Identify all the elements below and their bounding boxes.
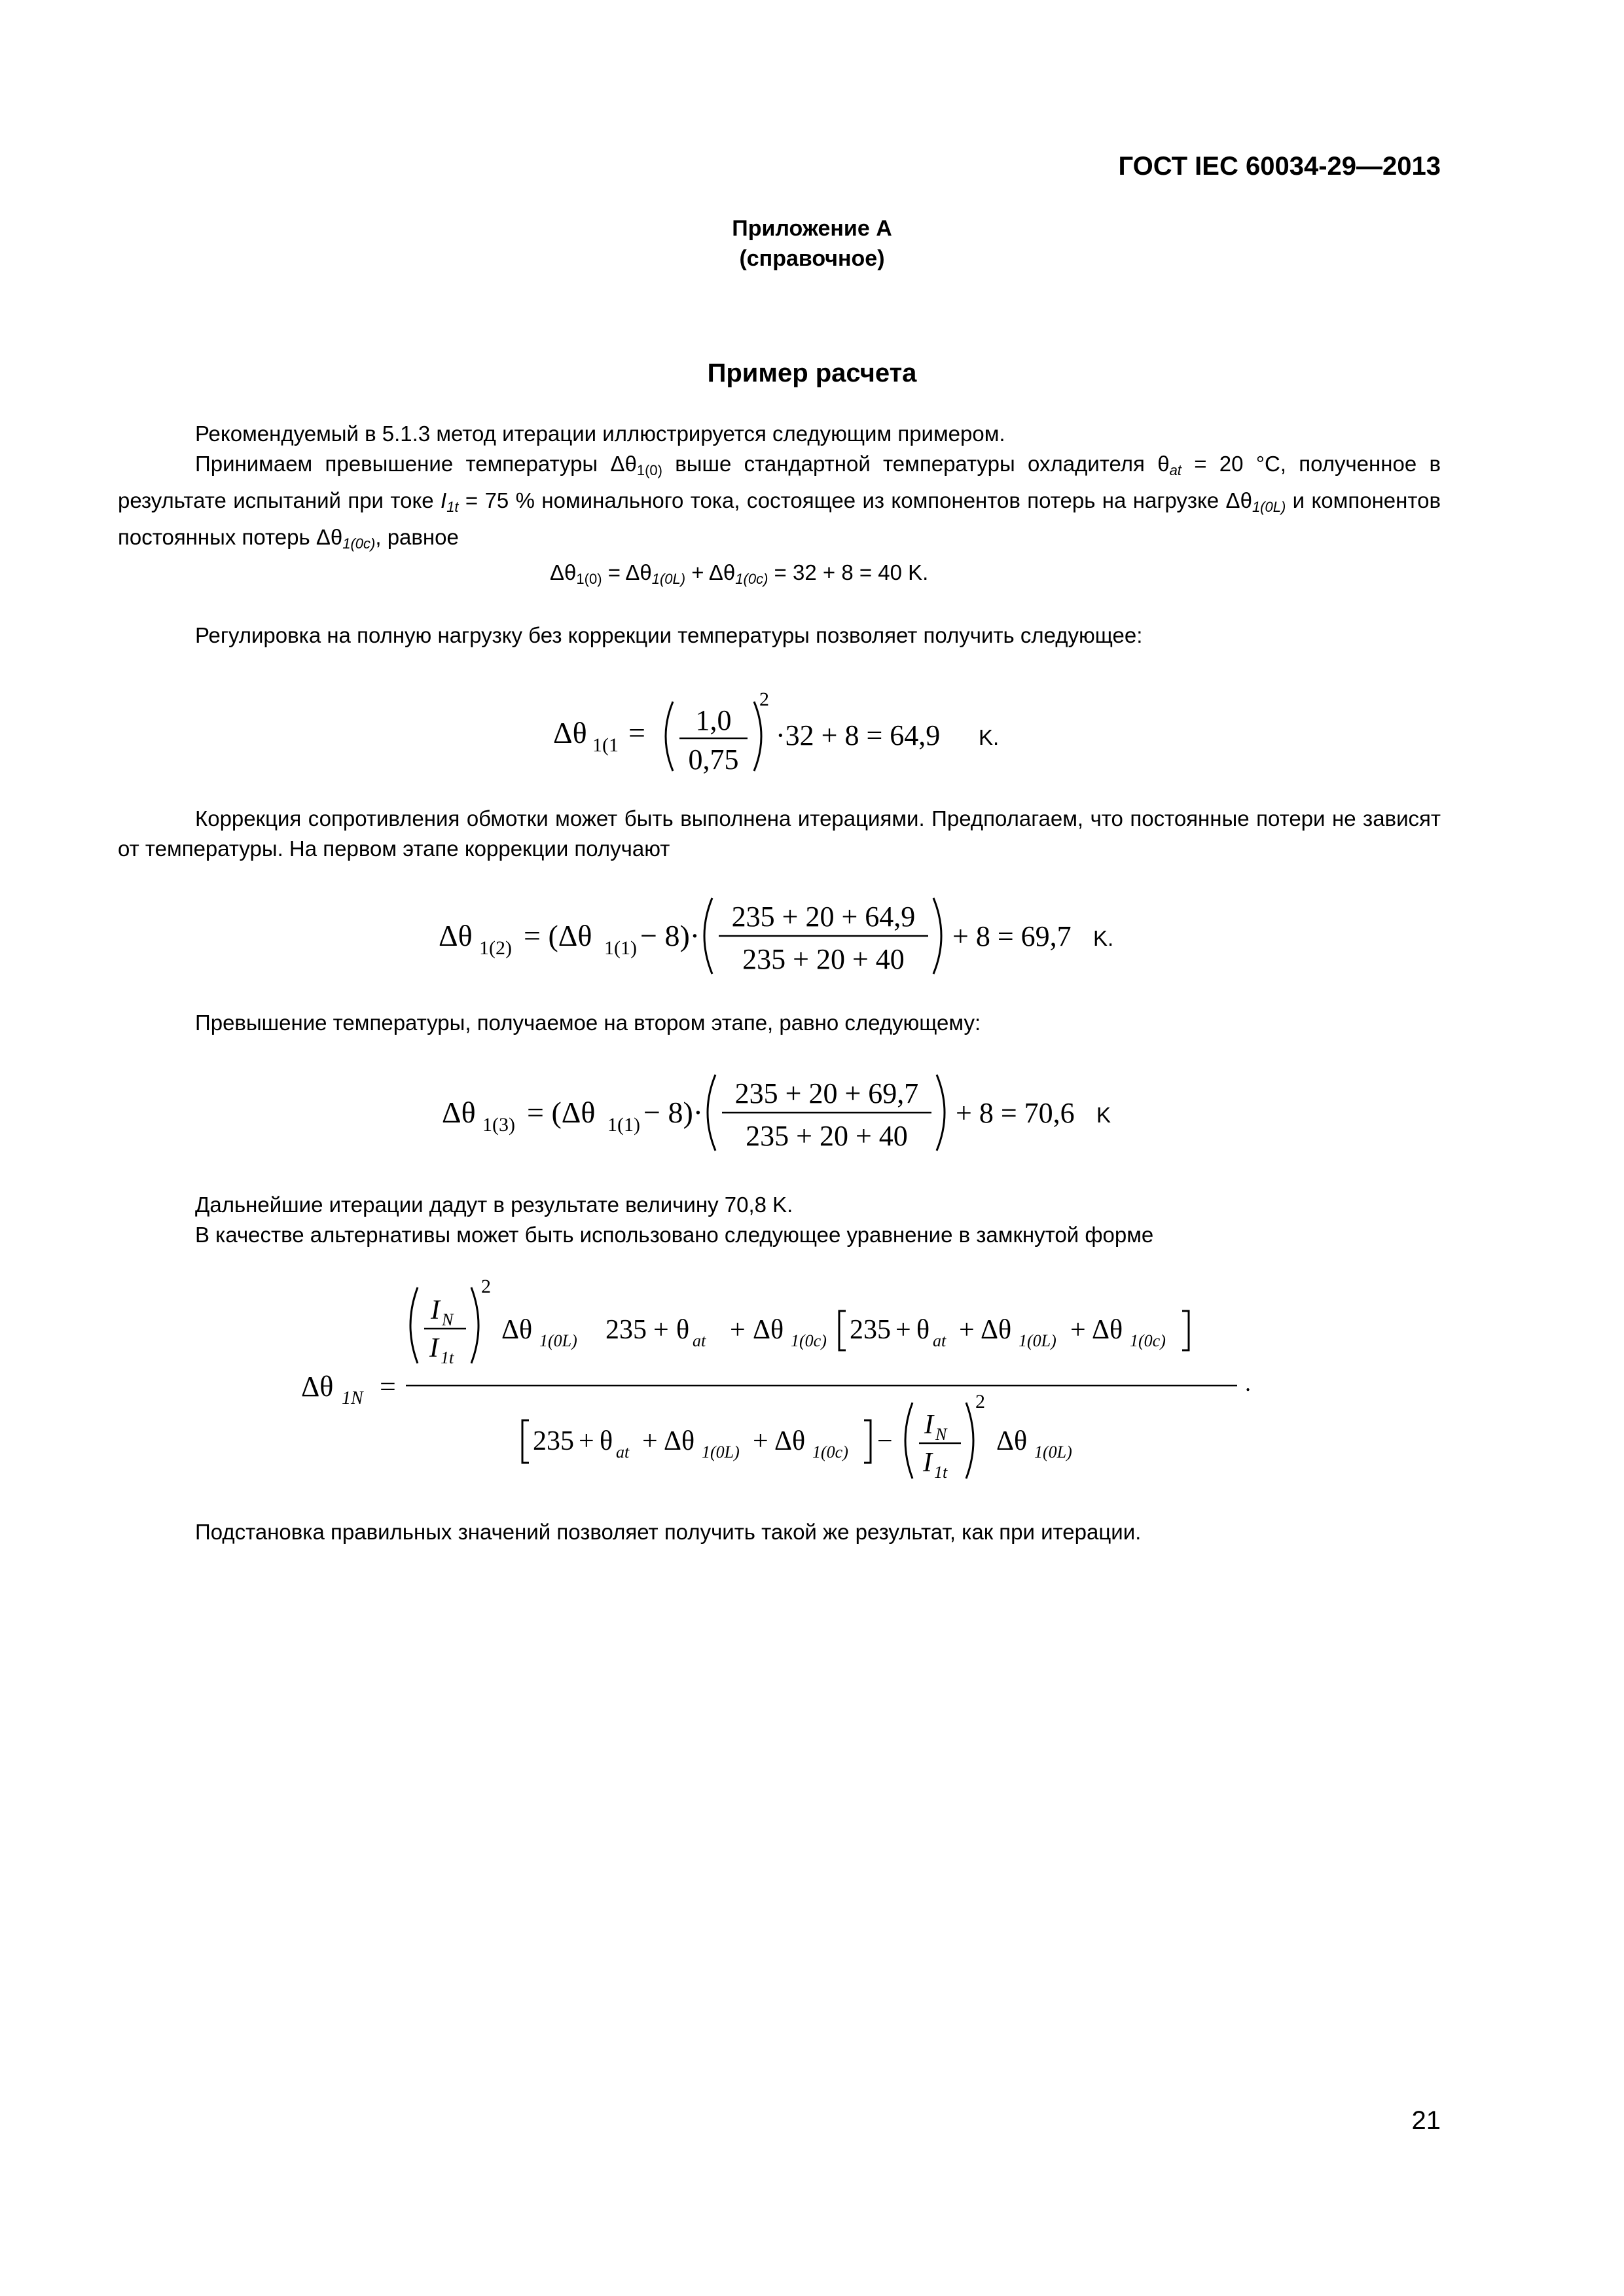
eq5-num-right-paren [471,1287,478,1363]
eq2-numerator: 1,0 [695,704,732,736]
eq3-mid-sub: 1(1) [604,937,637,959]
eq5-lhs: Δθ [301,1371,334,1403]
eq5-num-bracket-plus-1: + [895,1315,911,1345]
eq5-num-bracket-dtheta-0c: Δθ [1092,1315,1123,1345]
eq5-den-in: I [924,1410,933,1440]
eq5-num-bracket-plus-2: + [959,1315,975,1345]
eq5-den-dtheta-0c-sub: 1(0c) [812,1443,848,1462]
eq5-num-bracket-235: 235 [850,1315,891,1345]
paragraph-closed-form-intro: В качестве альтернативы может быть использовано следующее уравнение в замкнутой форме [195,1223,1154,1247]
eq5-num-bracket-dtheta-0c-sub: 1(0c) [1130,1331,1166,1350]
eq5-num-bracket-theta-sub: at [933,1331,947,1350]
eq5-den-minus: − [877,1426,893,1456]
eq2-rest: ·32 + 8 = 64,9 [776,719,941,751]
eq3-right-paren [933,898,941,974]
eq4-mid2: − 8)· [643,1096,704,1129]
eq2-equals: = [628,716,645,749]
eq2-unit: K. [979,725,1000,749]
eq2-denominator: 0,75 [688,744,739,776]
eq2-lhs: Δθ [553,716,587,749]
eq5-num-dtheta-0l: Δθ [501,1315,533,1345]
eq5-num-left-bracket [839,1311,846,1350]
eq2-right-paren [754,702,761,771]
eq4-denominator: 235 + 20 + 40 [746,1120,908,1152]
eq5-num-left-paren [410,1287,418,1363]
eq5-den-tail-dtheta-sub: 1(0L) [1034,1443,1072,1462]
eq5-den-dtheta-0l: Δθ [664,1426,695,1456]
eq3-mid: = (Δθ [524,919,592,952]
eq4-rest: + 8 = 70,6 [956,1097,1075,1129]
eq5-num-right-bracket [1182,1311,1189,1350]
section-title: Пример расчета [707,359,917,387]
equation-second-iteration [435,1060,1142,1165]
eq5-num-bracket-plus-3: + [1070,1315,1086,1345]
paragraph-conditions: Принимаем превышение температуры $\Delta\theta_{1(0)}$ выше стандартной температуры охладителя θat = 20 °C, полученное в результате испытаний при токе I1t = 75 % номинального тока, состоящее из компонентов потерь на нагрузке Δθ1(0L) и компонентов постоянных потерь Δθ1(0c), равное [118,452,1441,552]
eq3-lhs: Δθ [439,919,473,952]
eq3-mid2: − 8)· [640,919,700,952]
eq5-num-235: 235 [605,1315,647,1345]
page-number: 21 [1411,2106,1441,2135]
eq5-num-theta: θ [676,1315,690,1345]
eq5-den-i1t: I [923,1448,932,1478]
eq3-denominator: 235 + 20 + 40 [742,943,905,975]
eq5-num-bracket-theta: θ [916,1315,930,1345]
eq4-numerator: 235 + 20 + 69,7 [734,1077,919,1109]
eq5-den-theta: θ [600,1426,613,1456]
annex-title: Приложение А [732,216,892,241]
equation-closed-form [295,1273,1290,1502]
eq4-unit: K [1096,1103,1111,1127]
eq4-lhs: Δθ [442,1096,476,1129]
eq3-lhs-sub: 1(2) [479,937,512,959]
eq5-equals: = [380,1371,396,1403]
eq5-num-dtheta-0c: Δθ [753,1315,784,1345]
eq5-num-in: I [431,1295,440,1325]
eq5-num-dtheta-0c-sub: 1(0c) [791,1331,827,1350]
eq5-num-in-sub: N [442,1310,454,1329]
eq5-lhs-sub: 1N [342,1388,363,1408]
eq5-den-right-bracket [864,1420,871,1463]
eq4-right-paren [937,1075,945,1151]
eq5-num-i1t: I [429,1333,439,1363]
paragraph-second-step: Превышение температуры, получаемое на втором этапе, равно следующему: [195,1011,981,1035]
eq3-rest: + 8 = 69,7 [952,920,1072,952]
eq5-den-plus-2: + [642,1426,658,1456]
eq5-den-dtheta-0c: Δθ [774,1426,806,1456]
eq5-den-235: 235 [533,1426,574,1456]
eq5-den-exponent: 2 [975,1391,985,1412]
paragraph-intro: Рекомендуемый в 5.1.3 метод итерации иллюстрируется следующим примером. [195,422,1005,446]
document-code: ГОСТ IEC 60034-29—2013 [1118,152,1441,181]
eq5-num-dtheta-0l-sub: 1(0L) [539,1331,577,1350]
eq2-left-paren [666,702,673,771]
eq3-unit: K. [1093,926,1114,950]
eq5-den-dtheta-0l-sub: 1(0L) [702,1443,740,1462]
eq5-den-i1t-sub: 1t [934,1463,948,1482]
paragraph-conclusion: Подстановка правильных значений позволяет получить такой же результат, как при итерации. [195,1520,1142,1544]
eq5-den-theta-sub: at [616,1443,630,1462]
eq5-num-bracket-dtheta-0l: Δθ [981,1315,1012,1345]
eq4-mid: = (Δθ [527,1096,596,1129]
eq5-den-tail-dtheta: Δθ [996,1426,1028,1456]
eq5-num-plus-1: + [653,1315,669,1345]
paragraph-full-load: Регулировка на полную нагрузку без коррекции температуры позволяет получить следующее: [195,623,1143,647]
equation-first-iteration [432,884,1139,988]
eq4-mid-sub: 1(1) [607,1114,640,1136]
eq5-den-left-paren [905,1403,912,1479]
eq5-num-bracket-dtheta-0l-sub: 1(0L) [1019,1331,1056,1350]
eq2-lhs-sub: 1(1 [592,734,619,756]
equation-initial-rise: $\Delta\theta_{1(0)} = \Delta\theta 1(0L) + \Delta\theta 1(0c) = 32 + 8 = 40$ K. [550,560,929,587]
eq5-den-in-sub: N [935,1425,947,1444]
eq4-left-paren [708,1075,715,1151]
eq3-left-paren [704,898,712,974]
equation-full-load [537,674,1074,785]
paragraph-further-iterations: Дальнейшие итерации дадут в результате величину 70,8 K. [195,1193,793,1217]
eq4-lhs-sub: 1(3) [482,1114,515,1136]
eq5-num-theta-sub: at [693,1331,706,1350]
paragraph-correction: Коррекция сопротивления обмотки может быть выполнена итерациями. Предполагаем, что постоянные потери не зависят от температуры. На первом этапе коррекции получают [118,806,1441,861]
eq5-num-exponent: 2 [481,1276,491,1297]
eq5-num-i1t-sub: 1t [441,1348,454,1367]
eq5-period: . [1245,1370,1251,1396]
eq5-den-plus-3: + [753,1426,768,1456]
eq3-numerator: 235 + 20 + 64,9 [731,901,916,933]
eq2-exponent: 2 [759,689,769,710]
annex-subtitle: (справочное) [739,246,885,271]
eq5-den-left-bracket [522,1420,529,1463]
eq5-den-plus-1: + [579,1426,594,1456]
eq5-num-plus-2: + [730,1315,746,1345]
eq5-den-right-paren [966,1403,973,1479]
